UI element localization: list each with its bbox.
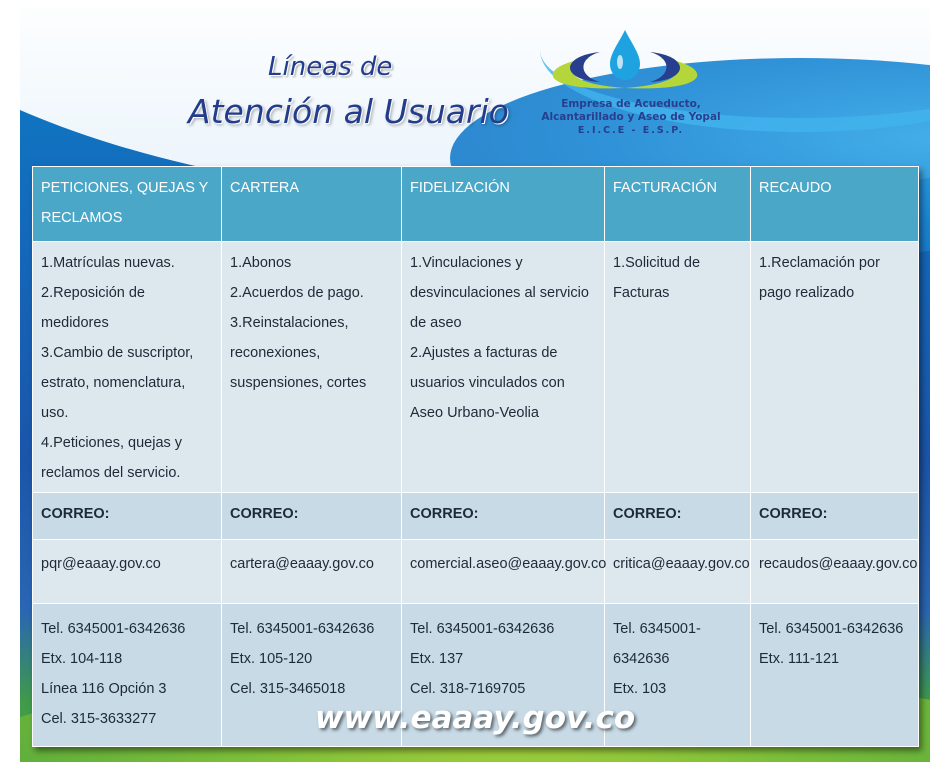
phone-line: Línea 116 Opción 3 bbox=[41, 681, 167, 697]
email-address[interactable]: critica@eaaay.gov.co bbox=[605, 540, 751, 604]
phone-line: Etx. 105-120 bbox=[230, 651, 313, 667]
services-cell bbox=[605, 242, 751, 493]
services-cell bbox=[222, 242, 402, 493]
service-item: 1.Reclamación por pago realizado bbox=[759, 255, 880, 301]
column-header: RECAUDO bbox=[751, 167, 919, 242]
service-lines-table bbox=[32, 166, 919, 747]
email-address[interactable]: cartera@eaaay.gov.co bbox=[222, 540, 402, 604]
water-drop-icon bbox=[610, 30, 640, 80]
column-header: CARTERA bbox=[222, 167, 402, 242]
table-header-row bbox=[33, 167, 919, 242]
service-item: 3.Cambio de suscriptor, estrato, nomenclatura, uso. bbox=[41, 345, 194, 421]
phone-line: Etx. 103 bbox=[613, 681, 667, 697]
services-cell bbox=[751, 242, 919, 493]
phone-line: Cel. 318-7169705 bbox=[410, 681, 526, 697]
service-item: 1.Solicitud de Facturas bbox=[613, 255, 701, 301]
correo-label: CORREO: bbox=[222, 493, 402, 540]
correo-label: CORREO: bbox=[33, 493, 222, 540]
correo-label: CORREO: bbox=[751, 493, 919, 540]
email-address[interactable]: comercial.aseo@eaaay.gov.co bbox=[402, 540, 605, 604]
correo-label-row bbox=[33, 493, 919, 540]
services-cell bbox=[402, 242, 605, 493]
phone-line: Etx. 104-118 bbox=[41, 651, 123, 667]
correo-label: CORREO: bbox=[605, 493, 751, 540]
phone-line: Tel. 6345001-6342636 bbox=[759, 621, 904, 637]
column-header: FACTURACIÓN bbox=[605, 167, 751, 242]
phone-line: Tel. 6345001-6342636 bbox=[41, 621, 186, 637]
company-logo bbox=[530, 22, 720, 98]
service-item: 1.Vinculaciones y desvinculaciones al servicio de aseo bbox=[410, 255, 589, 331]
services-row bbox=[33, 242, 919, 493]
service-item: 3.Reinstalaciones, reconexiones, suspensiones, cortes bbox=[230, 315, 367, 391]
email-row bbox=[33, 540, 919, 604]
service-item: 2.Ajustes a facturas de usuarios vinculados con Aseo Urbano-Veolia bbox=[410, 345, 565, 421]
company-line1: Empresa de Acueducto, bbox=[561, 98, 701, 110]
phone-line: Etx. 137 bbox=[410, 651, 464, 667]
phone-line: Cel. 315-3633277 bbox=[41, 711, 157, 727]
company-line3: E.I.C.E - E.S.P. bbox=[577, 125, 685, 136]
website-link[interactable]: www.eaaay.gov.co bbox=[314, 700, 636, 736]
phone-line: Tel. 6345001-6342636 bbox=[613, 621, 701, 667]
email-address[interactable]: recaudos@eaaay.gov.co bbox=[751, 540, 919, 604]
services-cell bbox=[33, 242, 222, 493]
service-item: 1.Abonos bbox=[230, 255, 292, 271]
service-item: 2.Reposición de medidores bbox=[41, 285, 145, 331]
service-item: 2.Acuerdos de pago. bbox=[230, 285, 364, 301]
phone-line: Etx. 111-121 bbox=[759, 651, 840, 667]
page-title-line1: Líneas de bbox=[268, 52, 393, 82]
phone-line: Tel. 6345001-6342636 bbox=[410, 621, 555, 637]
company-name bbox=[536, 98, 726, 137]
phone-line: Tel. 6345001-6342636 bbox=[230, 621, 375, 637]
column-header: PETICIONES, QUEJAS Y RECLAMOS bbox=[33, 167, 222, 242]
page-title-line2: Atención al Usuario bbox=[188, 92, 509, 131]
correo-label: CORREO: bbox=[402, 493, 605, 540]
phone-line: Cel. 315-3465018 bbox=[230, 681, 346, 697]
company-line2: Alcantarillado y Aseo de Yopal bbox=[541, 111, 721, 123]
service-item: 1.Matrículas nuevas. bbox=[41, 255, 175, 271]
column-header: FIDELIZACIÓN bbox=[402, 167, 605, 242]
service-item: 4.Peticiones, quejas y reclamos del servicio. bbox=[41, 435, 183, 481]
email-address[interactable]: pqr@eaaay.gov.co bbox=[33, 540, 222, 604]
